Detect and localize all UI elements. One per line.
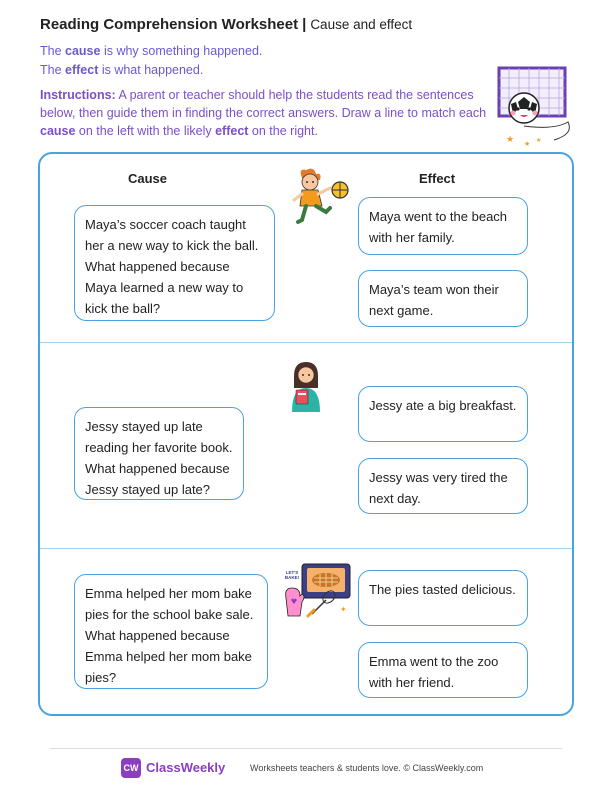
cause-def-post: is why something happened. — [100, 44, 263, 58]
instructions-text-1: A parent or teacher should help the students read the sentences below, then guide them in finding the correct answers. Draw a line to match each — [40, 88, 487, 120]
cause-box-3[interactable]: Emma helped her mom bake pies for the school bake sale. What happened because Emma helped her mom bake pies? — [74, 574, 268, 689]
instructions-effect-word: effect — [215, 124, 249, 138]
effect-definition — [40, 63, 203, 77]
instructions-label: Instructions: — [40, 88, 116, 102]
cause-box-1[interactable]: Maya’s soccer coach taught her a new way to kick the ball. What happened because Maya learned a new way to kick the ball? — [74, 205, 275, 321]
footer-brand: ClassWeekly — [146, 760, 226, 775]
cause-box-2[interactable]: Jessy stayed up late reading her favorite book. What happened because Jessy stayed up late? — [74, 407, 244, 500]
effect-box-3b[interactable]: Emma went to the zoo with her friend. — [358, 642, 528, 698]
effect-box-3a[interactable]: The pies tasted delicious. — [358, 570, 528, 626]
svg-text:★: ★ — [536, 137, 542, 144]
instructions-text-3: on the right. — [248, 124, 318, 138]
cause-definition — [40, 44, 262, 58]
title-separator: | — [302, 16, 307, 33]
svg-text:★: ★ — [506, 135, 515, 145]
worksheet-subtitle: Cause and effect — [310, 17, 413, 32]
effect-def-term: effect — [65, 63, 99, 77]
section-divider-2 — [40, 548, 572, 549]
effect-box-1a[interactable]: Maya went to the beach with her family. — [358, 197, 528, 255]
instructions-cause-word: cause — [40, 124, 76, 138]
effect-box-2a[interactable]: Jessy ate a big breakfast. — [358, 386, 528, 442]
girl-reading-book-icon — [288, 360, 324, 414]
girl-kicking-ball-icon — [288, 166, 352, 228]
instructions-text-2: on the left with the likely — [75, 124, 216, 138]
cause-def-pre: The — [40, 44, 66, 58]
classweekly-logo: CW — [121, 758, 141, 778]
effect-def-pre: The — [40, 63, 66, 77]
footer-tagline: Worksheets teachers & students love. © ClassWeekly.com — [250, 763, 484, 773]
instructions — [40, 86, 490, 140]
lets-bake-sign: LET'S BAKE! — [284, 570, 300, 580]
effect-column-heading: Effect — [419, 171, 456, 186]
footer-divider — [50, 748, 562, 749]
cause-column-heading: Cause — [128, 171, 168, 186]
worksheet-title: Reading Comprehension Worksheet — [40, 16, 299, 33]
cause-def-term: cause — [65, 44, 101, 58]
effect-def-post: is what happened. — [98, 63, 204, 77]
svg-text:✦: ✦ — [340, 605, 347, 614]
effect-box-1b[interactable]: Maya’s team won their next game. — [358, 270, 528, 327]
section-divider-1 — [40, 342, 572, 343]
baking-illustration — [280, 560, 354, 622]
svg-text:★: ★ — [524, 140, 531, 148]
worksheet-header — [40, 16, 412, 33]
soccer-goal-icon — [494, 64, 576, 150]
effect-box-2b[interactable]: Jessy was very tired the next day. — [358, 458, 528, 514]
